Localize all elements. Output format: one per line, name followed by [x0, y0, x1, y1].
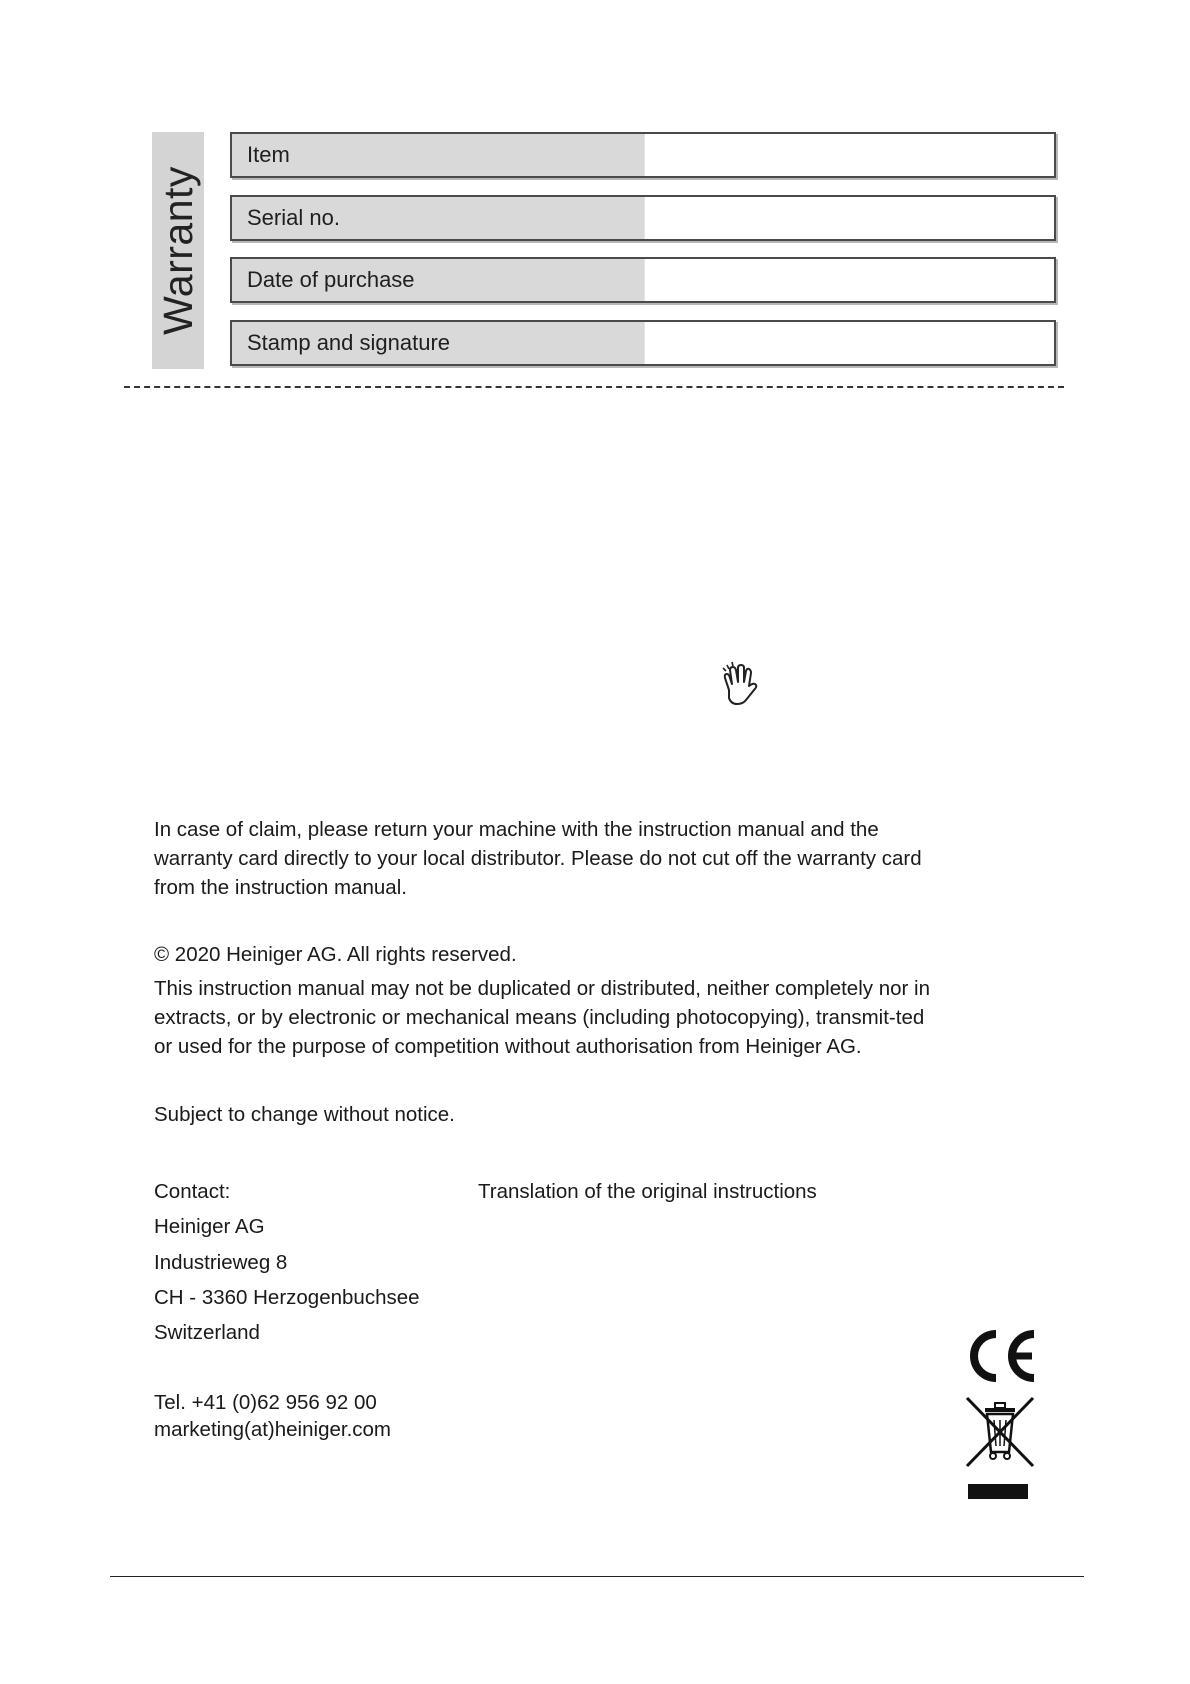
change-notice: Subject to change without notice. — [154, 1103, 455, 1126]
field-label: Serial no. — [232, 197, 644, 239]
contact-company: Heiniger AG — [154, 1215, 265, 1238]
claim-instructions: In case of claim, please return your machine with the instruction manual and the warranty card directly to your local distributor. Please do not cut off the warranty card from the instruction manual. — [154, 818, 922, 899]
contact-city: CH - 3360 Herzogenbuchsee — [154, 1286, 420, 1309]
date-input[interactable] — [644, 259, 1054, 301]
warranty-title: Warranty — [154, 166, 201, 335]
crossed-out-bin-icon — [963, 1394, 1037, 1470]
field-label: Stamp and signature — [232, 322, 644, 364]
contact-email: marketing(at)heiniger.com — [154, 1418, 391, 1441]
field-label: Item — [232, 134, 644, 176]
copyright-notice: This instruction manual may not be duplicated or distributed, neither completely nor in extracts, or by electronic or mechanical means (including photocopying), transmit-ted or used for the purpose of competition without authorisation from Heiniger AG. — [154, 977, 930, 1058]
warranty-field-date — [230, 257, 1056, 303]
warranty-tab — [152, 132, 204, 369]
cut-line — [124, 386, 1064, 388]
contact-heading: Contact: — [154, 1180, 231, 1203]
contact-country: Switzerland — [154, 1321, 260, 1344]
translation-note: Translation of the original instructions — [478, 1180, 817, 1203]
hand-cursor-icon — [715, 660, 765, 710]
contact-phone: Tel. +41 (0)62 956 92 00 — [154, 1391, 377, 1414]
warranty-field-stamp — [230, 320, 1056, 366]
field-label: Date of purchase — [232, 259, 644, 301]
item-input[interactable] — [644, 134, 1054, 176]
ce-mark-icon — [962, 1328, 1038, 1384]
warranty-field-serial — [230, 195, 1056, 241]
footer-rule — [110, 1576, 1084, 1577]
weee-bar — [968, 1484, 1028, 1499]
copyright-line: © 2020 Heiniger AG. All rights reserved. — [154, 943, 517, 966]
stamp-input[interactable] — [644, 322, 1054, 364]
serial-input[interactable] — [644, 197, 1054, 239]
warranty-field-item — [230, 132, 1056, 178]
contact-street: Industrieweg 8 — [154, 1251, 288, 1274]
